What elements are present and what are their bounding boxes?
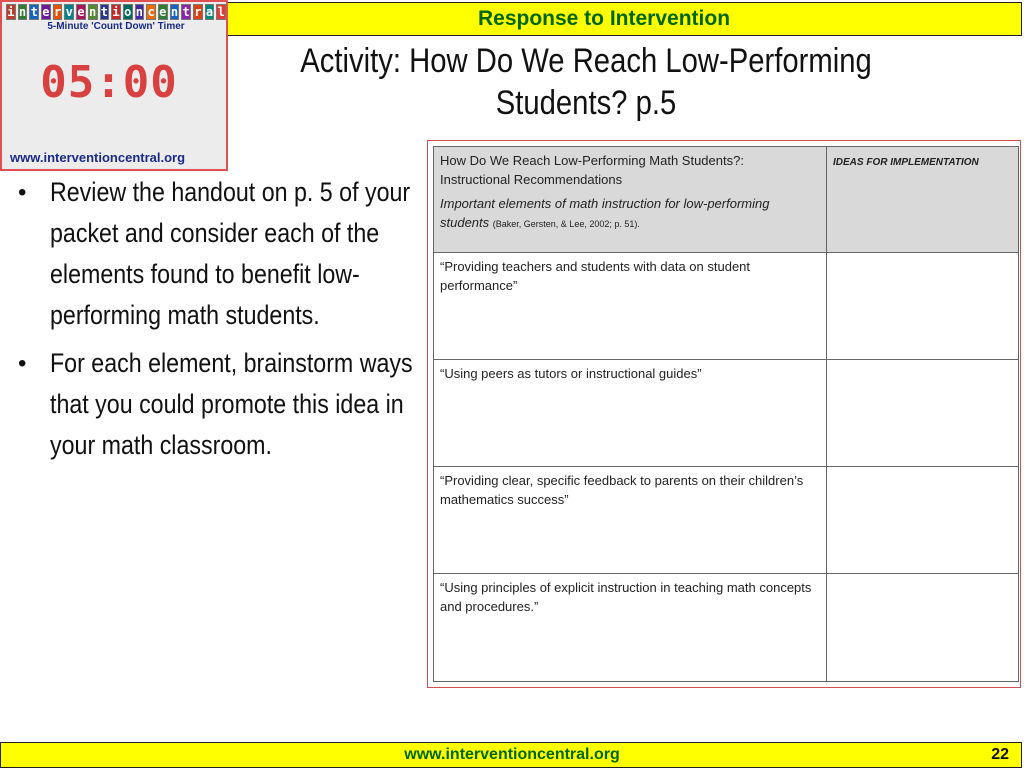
idea-cell <box>827 360 1019 467</box>
handout-citation: (Baker, Gersten, & Lee, 2002; p. 51). <box>492 219 640 229</box>
element-cell: “Providing teachers and students with data on student performance” <box>434 253 827 360</box>
timer-url[interactable]: www.interventioncentral.org <box>10 150 186 165</box>
page-number: 22 <box>991 746 1009 763</box>
ideas-header-cell <box>827 147 1019 253</box>
footer-bar <box>0 742 1022 768</box>
logo-letter-tile: r <box>53 5 62 19</box>
handout-image <box>427 140 1021 688</box>
logo-letter-tile: t <box>100 5 108 19</box>
bullet-text: For each element, brainstorm ways that you could promote this idea in your math classroom. <box>50 348 413 460</box>
intervention-central-logo <box>6 4 226 20</box>
slide-title-line-1: Activity: How Do We Reach Low-Performing <box>300 42 872 80</box>
logo-letter-tile: t <box>30 5 38 19</box>
timer-subtitle: 5-Minute 'Count Down' Timer <box>47 21 185 32</box>
logo-letter-tile: i <box>112 5 120 19</box>
logo-letter-tile: v <box>65 5 73 19</box>
bullet-dot-icon: • <box>18 179 27 206</box>
logo-letter-tile: n <box>135 5 144 19</box>
slide-title-line-2: Students? p.5 <box>495 84 677 122</box>
bullet-text: Review the handout on p. 5 of your packet and consider each of the elements found to benefit low-performing math students. <box>50 177 411 330</box>
handout-heading-line-2: Instructional Recommendations <box>440 172 623 187</box>
logo-letter-tile: a <box>205 5 214 19</box>
countdown-timer-widget[interactable] <box>0 0 228 171</box>
element-cell: “Using principles of explicit instruction in teaching math concepts and procedures.” <box>434 574 827 682</box>
idea-cell <box>827 253 1019 360</box>
logo-letter-tile: i <box>7 5 15 19</box>
handout-header-row <box>434 147 1019 253</box>
timer-display: 05:00 <box>40 57 178 108</box>
idea-cell <box>827 467 1019 574</box>
table-row <box>434 253 1019 360</box>
logo-letter-tile: t <box>182 5 190 19</box>
slide-title <box>285 40 887 124</box>
element-cell: “Providing clear, specific feedback to parents on their children’s mathematics success” <box>434 467 827 574</box>
handout-heading-line-1: How Do We Reach Low-Performing Math Students?: <box>440 153 744 168</box>
handout-table <box>433 146 1019 682</box>
logo-letter-tile: e <box>42 5 50 19</box>
logo-letter-tile: l <box>217 5 225 19</box>
logo-letter-tile: n <box>170 5 179 19</box>
idea-cell <box>827 574 1019 682</box>
ideas-header: IDEAS FOR IMPLEMENTATION <box>833 157 979 168</box>
top-banner <box>226 2 1022 36</box>
table-row <box>434 360 1019 467</box>
handout-heading-note <box>440 194 820 234</box>
logo-letter-tile: n <box>18 5 27 19</box>
bullet-list <box>10 172 430 473</box>
logo-letter-tile: c <box>147 5 155 19</box>
bullet-item <box>10 343 430 466</box>
bullet-dot-icon: • <box>18 350 27 377</box>
table-row <box>434 467 1019 574</box>
handout-heading-italic: Important elements of math instruction for low-performing students <box>440 196 770 230</box>
logo-letter-tile: e <box>159 5 167 19</box>
logo-letter-tile: n <box>89 5 97 19</box>
logo-letter-tile: e <box>77 5 85 19</box>
bullet-item <box>10 172 430 336</box>
logo-letter-tile: r <box>194 5 202 19</box>
element-cell: “Using peers as tutors or instructional guides” <box>434 360 827 467</box>
banner-title: Response to Intervention <box>477 7 731 30</box>
handout-header-cell <box>434 147 827 253</box>
logo-letter-tile: o <box>124 5 132 19</box>
footer-url[interactable]: www.interventioncentral.org <box>404 746 620 763</box>
table-row <box>434 574 1019 682</box>
